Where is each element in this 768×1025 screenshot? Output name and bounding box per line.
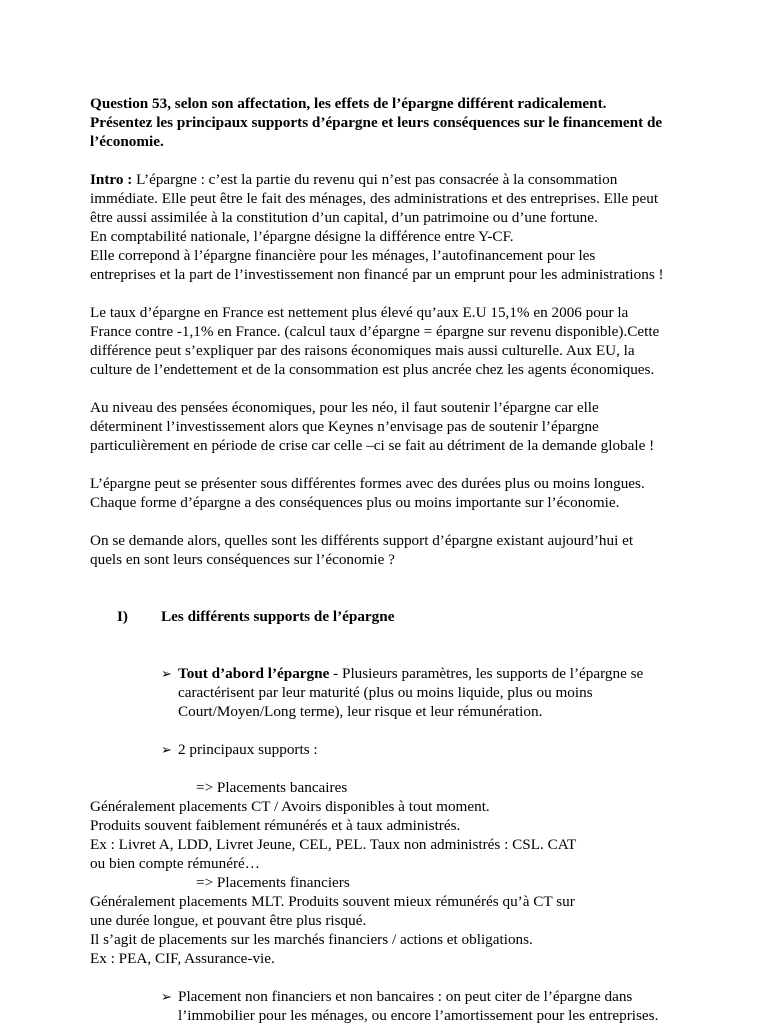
bullet-line: Placement non financiers et non bancaires : on peut citer de l’épargne dans — [178, 988, 633, 1005]
intro-text: L’épargne : c’est la partie du revenu qui n’est pas consacrée à la consommation — [132, 171, 618, 188]
subheading: => Placements financiers — [196, 874, 350, 891]
bullet-line: Court/Moyen/Long terme), leur risque et leur rémunération. — [178, 703, 543, 720]
bullet-line — [178, 664, 695, 683]
arrow-bullet-icon: ➢ — [161, 666, 172, 681]
question-line: Présentez les principaux supports d’épargne et leurs conséquences sur le financement de — [90, 114, 663, 131]
question-line: Question 53, selon son affectation, les effets de l’épargne différent radicalement. — [90, 95, 607, 112]
detail-line: Produits souvent faiblement rémunérés et à taux administrés. — [90, 817, 461, 834]
detail-line: Ex : PEA, CIF, Assurance-vie. — [90, 950, 275, 967]
bullet-text: - Plusieurs paramètres, les supports de l’épargne se — [329, 665, 644, 682]
subheading: => Placements bancaires — [196, 779, 348, 796]
intro-paragraph — [90, 170, 695, 284]
forms-paragraph — [90, 474, 695, 512]
bullet-line: caractérisent par leur maturité (plus ou moins liquide, plus ou moins — [178, 684, 593, 701]
paragraph-line: Chaque forme d’épargne a des conséquences plus ou moins importante sur l’économie. — [90, 494, 620, 511]
arrow-bullet-icon: ➢ — [161, 989, 172, 1004]
section-heading — [90, 607, 695, 626]
document-page — [90, 94, 695, 1025]
paragraph-line: quels en sont leurs conséquences sur l’économie ? — [90, 551, 395, 568]
bullet-item — [90, 664, 695, 721]
detail-line: Ex : Livret A, LDD, Livret Jeune, CEL, PEL. Taux non administrés : CSL. CAT — [90, 836, 577, 853]
detail-line: Généralement placements CT / Avoirs disponibles à tout moment. — [90, 798, 490, 815]
paragraph-line: Au niveau des pensées économiques, pour les néo, il faut soutenir l’épargne car elle — [90, 399, 599, 416]
intro-line: Elle correpond à l’épargne financière pour les ménages, l’autofinancement pour les — [90, 247, 596, 264]
economic-thought-paragraph — [90, 398, 695, 455]
detail-line: une durée longue, et pouvant être plus risqué. — [90, 912, 367, 929]
paragraph-line: particulièrement en période de crise car celle –ci se fait au détriment de la demande globale ! — [90, 437, 655, 454]
bullet-emphasis: Tout d’abord l’épargne — [178, 665, 330, 682]
paragraph-line: France contre -1,1% en France. (calcul taux d’épargne = épargne sur revenu disponible).Cette — [90, 323, 660, 340]
detail-line: ou bien compte rémunéré… — [90, 855, 260, 872]
intro-line: En comptabilité nationale, l’épargne désigne la différence entre Y-CF. — [90, 228, 514, 245]
intro-label: Intro : — [90, 171, 133, 188]
paragraph-line: L’épargne peut se présenter sous différentes formes avec des durées plus ou moins longues. — [90, 475, 645, 492]
savings-rate-paragraph — [90, 303, 695, 379]
problem-statement-paragraph — [90, 531, 695, 569]
section-number: I) — [117, 608, 128, 625]
intro-line: être aussi assimilée à la constitution d’un capital, d’un patrimoine ou d’une fortune. — [90, 209, 598, 226]
paragraph-line: culture de l’endettement et de la consommation est plus ancrée chez les agents économiques. — [90, 361, 655, 378]
intro-line: entreprises et la part de l’investissement non financé par un emprunt pour les administrations ! — [90, 266, 664, 283]
bullet-item — [90, 740, 695, 759]
detail-line: Généralement placements MLT. Produits souvent mieux rémunérés qu’à CT sur — [90, 893, 575, 910]
section-title: Les différents supports de l’épargne — [161, 608, 395, 625]
question-heading — [90, 94, 695, 151]
intro-line: immédiate. Elle peut être le fait des ménages, des administrations et des entreprises. Elle peut — [90, 190, 659, 207]
arrow-bullet-icon: ➢ — [161, 742, 172, 757]
detail-line: Il s’agit de placements sur les marchés financiers / actions et obligations. — [90, 931, 533, 948]
paragraph-line: On se demande alors, quelles sont les différents support d’épargne existant aujourd’hui et — [90, 532, 634, 549]
intro-line — [90, 170, 695, 189]
bullet-line: l’immobilier pour les ménages, ou encore l’amortissement pour les entreprises. — [178, 1007, 659, 1024]
bank-placements-block — [90, 778, 695, 873]
paragraph-line: différence peut s’expliquer par des raisons économiques mais aussi culturelle. Aux EU, la — [90, 342, 635, 359]
bullet-line: 2 principaux supports : — [178, 741, 318, 758]
paragraph-line: Le taux d’épargne en France est nettement plus élevé qu’aux E.U 15,1% en 2006 pour la — [90, 304, 629, 321]
bullet-item — [90, 987, 695, 1025]
question-line: l’économie. — [90, 133, 164, 150]
financial-placements-block — [90, 873, 695, 968]
paragraph-line: déterminent l’investissement alors que Keynes n’envisage pas de soutenir l’épargne — [90, 418, 599, 435]
